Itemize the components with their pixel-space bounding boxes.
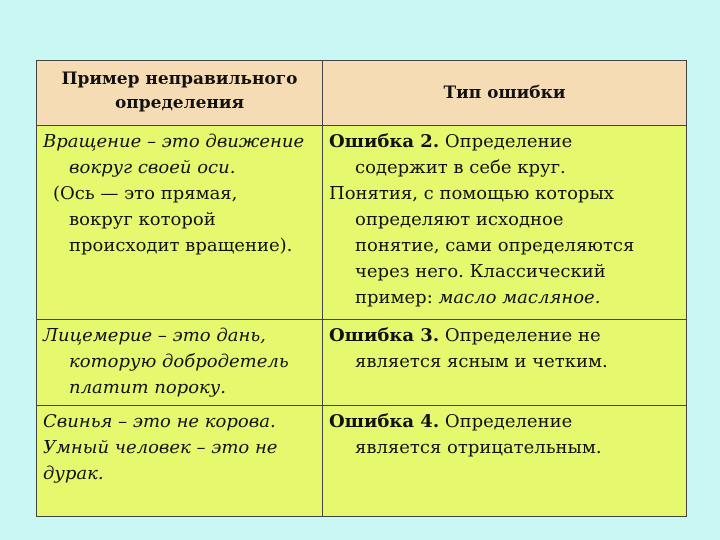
- header-error-type: Тип ошибки: [323, 61, 687, 126]
- example-cell: [37, 320, 323, 406]
- table-row: [37, 320, 687, 406]
- error-cell: [323, 126, 687, 320]
- example-line: происходит вращение).: [69, 235, 293, 256]
- example-cell: [37, 126, 323, 320]
- error-line: пример:: [355, 287, 439, 308]
- example-line: Лицемерие – это дань,: [43, 325, 266, 346]
- error-line: понятие, сами определяются: [355, 235, 635, 256]
- example-line: Свинья – это не корова.: [43, 411, 276, 432]
- example-line: (Ось — это прямая,: [53, 183, 238, 204]
- example-line: вокруг которой: [69, 209, 216, 230]
- error-line: Определение: [439, 131, 573, 152]
- header-example-line1: Пример неправильного: [61, 69, 298, 89]
- example-line: Вращение – это движение: [43, 131, 305, 152]
- error-line: определяют исходное: [355, 209, 564, 230]
- header-example: [37, 61, 323, 126]
- error-line: через него. Классический: [355, 261, 606, 282]
- example-line: Умный человек – это не: [43, 437, 278, 458]
- example-cell: [37, 406, 323, 517]
- example-line: платит пороку.: [69, 377, 226, 398]
- error-line: Определение: [439, 411, 573, 432]
- definitions-table: [36, 60, 687, 517]
- error-example: масло масляное.: [438, 287, 601, 308]
- error-label: Ошибка 4.: [329, 411, 440, 432]
- table-row: [37, 406, 687, 517]
- error-label: Ошибка 2.: [329, 131, 440, 152]
- example-line: вокруг своей оси.: [69, 157, 236, 178]
- example-line: дурак.: [43, 463, 104, 484]
- error-cell: [323, 406, 687, 517]
- error-line: является отрицательным.: [355, 437, 602, 458]
- error-cell: [323, 320, 687, 406]
- header-row: [37, 61, 687, 126]
- header-example-line2: определения: [114, 93, 245, 113]
- error-line: является ясным и четким.: [355, 351, 608, 372]
- error-line: содержит в себе круг.: [355, 157, 566, 178]
- table-row: [37, 126, 687, 320]
- error-label: Ошибка 3.: [329, 325, 440, 346]
- error-line: Определение не: [439, 325, 601, 346]
- error-line: Понятия, с помощью которых: [329, 183, 614, 204]
- example-line: которую добродетель: [69, 351, 289, 372]
